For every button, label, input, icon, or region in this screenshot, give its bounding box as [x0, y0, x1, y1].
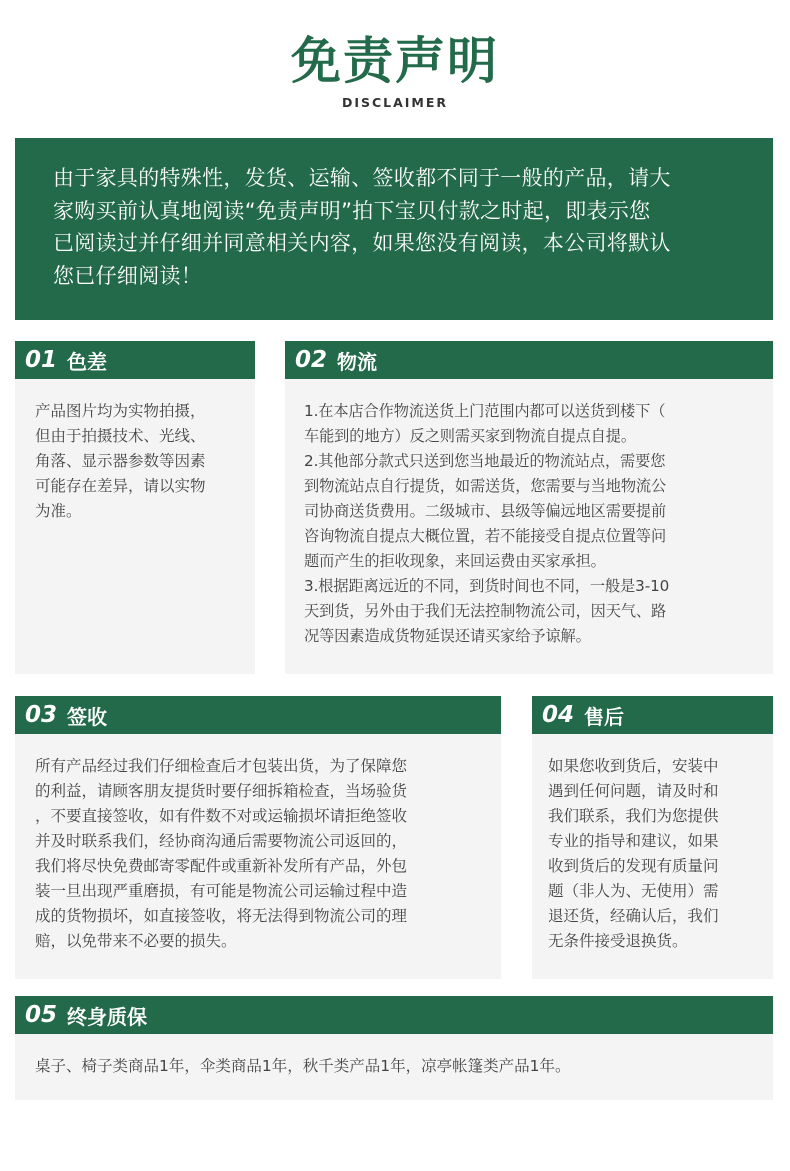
body-line: 我们将尽快免费邮寄零配件或重新补发所有产品，外包: [35, 857, 408, 875]
page-subtitle: DISCLAIMER: [341, 95, 449, 110]
body-line: 但由于拍摄技术、光线、: [35, 427, 206, 445]
intro-line: 由于家具的特殊性，发货、运输、签收都不同于一般的产品，请大: [53, 166, 671, 190]
body-line: 题（非人为、无使用）需: [548, 882, 719, 900]
intro-line: 已阅读过并仔细并同意相关内容，如果您没有阅读，本公司将默认: [53, 231, 671, 255]
body-line: ，不要直接签收，如有件数不对或运输损坏请拒绝签收: [35, 807, 408, 825]
body-line: 到物流站点自行提货，如需送货，您需要与当地物流公: [304, 477, 667, 495]
body-line: 车能到的地方）反之则需买家到物流自提点自提。: [304, 427, 636, 445]
body-line: 题而产生的拒收现象，来回运费由买家承担。: [304, 552, 606, 570]
body-line: 并及时联系我们，经协商沟通后需要物流公司返回的，: [35, 832, 408, 850]
body-line: 成的货物损坏，如直接签收，将无法得到物流公司的理: [35, 907, 408, 925]
body-line: 3.根据距离远近的不同，到货时间也不同，一般是3-10: [304, 577, 670, 595]
body-line: 如果您收到货后，安装中: [548, 757, 719, 775]
section-body: [304, 399, 759, 649]
body-line: 退还货，经确认后，我们: [548, 907, 719, 925]
body-line: 况等因素造成货物延误还请买家给予谅解。: [304, 627, 591, 645]
body-line: 可能存在差异，请以实物: [35, 477, 206, 495]
body-line: 角落、显示器参数等因素: [35, 452, 206, 470]
section-header: [285, 341, 773, 379]
body-line: 为准。: [35, 502, 82, 520]
section-number: 01: [25, 347, 58, 373]
body-line: 产品图片均为实物拍摄，: [35, 402, 206, 420]
section-number: 04: [542, 702, 575, 728]
section-signing: [15, 696, 501, 979]
body-line: 遇到任何问题，请及时和: [548, 782, 719, 800]
section-title: 色差: [67, 349, 108, 374]
section-title: 物流: [337, 349, 378, 374]
section-header: [532, 696, 773, 734]
page-title: 免责声明: [291, 32, 499, 90]
body-line: 专业的指导和建议，如果: [548, 832, 719, 850]
body-line: 我们联系，我们为您提供: [548, 807, 719, 825]
body-line: 1.在本店合作物流送货上门范围内都可以送货到楼下（: [304, 402, 666, 420]
body-line: 天到货，另外由于我们无法控制物流公司，因天气、路: [304, 602, 667, 620]
body-line: 的利益，请顾客朋友提货时要仔细拆箱检查，当场验货: [35, 782, 408, 800]
section-body: [35, 399, 245, 524]
section-number: 03: [25, 702, 58, 728]
intro-banner: [15, 138, 773, 320]
section-lifetime-warranty: [15, 996, 773, 1100]
body-line: 所有产品经过我们仔细检查后才包装出货，为了保障您: [35, 757, 408, 775]
section-body: [35, 1054, 759, 1079]
body-line: 无条件接受退换货。: [548, 932, 688, 950]
body-line: 桌子、椅子类商品1年，伞类商品1年，秋千类产品1年，凉亭帐篷类产品1年。: [35, 1057, 571, 1075]
section-body: [548, 754, 761, 954]
section-title: 售后: [584, 704, 625, 729]
section-header: [15, 996, 773, 1034]
section-header: [15, 696, 501, 734]
section-after-sales: [532, 696, 773, 979]
section-body: [35, 754, 487, 954]
body-line: 赔，以免带来不必要的损失。: [35, 932, 237, 950]
section-title: 签收: [67, 704, 108, 729]
section-title: 终身质保: [67, 1004, 148, 1029]
section-color-difference: [15, 341, 255, 674]
intro-line: 您已仔细阅读！: [53, 263, 203, 288]
body-line: 2.其他部分款式只送到您当地最近的物流站点，需要您: [304, 452, 666, 470]
section-header: [15, 341, 255, 379]
body-line: 装一旦出现严重磨损，有可能是物流公司运输过程中造: [35, 882, 408, 900]
body-line: 收到货后的发现有质量问: [548, 857, 719, 875]
section-logistics: [285, 341, 773, 674]
section-number: 05: [25, 1002, 58, 1028]
body-line: 司协商送货费用。二级城市、县级等偏远地区需要提前: [304, 502, 667, 520]
intro-line: 家购买前认真地阅读“免责声明”拍下宝贝付款之时起，即表示您: [53, 198, 651, 223]
body-line: 咨询物流自提点大概位置，若不能接受自提点位置等问: [304, 527, 667, 545]
section-number: 02: [295, 347, 328, 373]
